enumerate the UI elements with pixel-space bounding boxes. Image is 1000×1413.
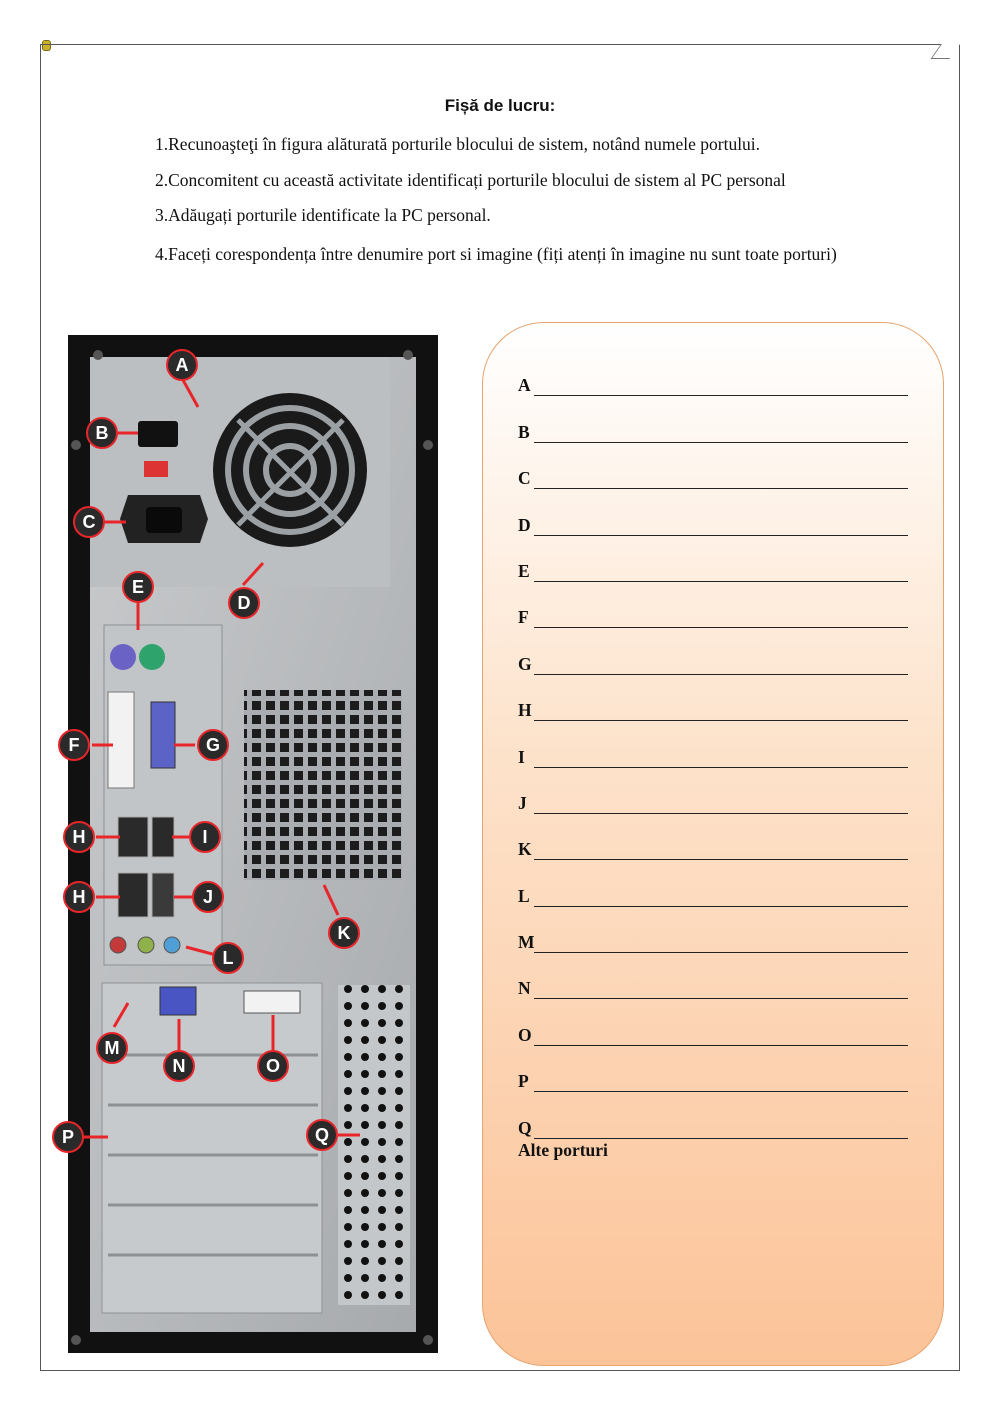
instruction-1: 1.Recunoaşteţi în figura alăturată porturile blocului de sistem, notând numele portului.	[155, 134, 761, 154]
answer-row	[518, 907, 908, 953]
row-letter: B	[518, 421, 530, 442]
callout-label: M	[104, 1038, 120, 1058]
row-letter: O	[518, 1024, 532, 1045]
answer-row	[518, 768, 908, 814]
voltage-selector	[144, 461, 168, 477]
ethernet-port	[152, 873, 174, 917]
callout-label: E	[131, 577, 145, 597]
row-letter: L	[518, 885, 530, 906]
page-title: Fișă de lucru:	[444, 96, 556, 115]
instruction-4: 4.Faceți corespondența între denumire port si imagine (fiți atenți în imagine nu sunt toate porturi)	[155, 244, 837, 264]
answer-line[interactable]	[534, 747, 908, 768]
row-letter: A	[518, 375, 531, 396]
answer-row	[518, 396, 908, 442]
answer-line[interactable]	[534, 978, 908, 999]
row-letter: C	[518, 468, 531, 489]
row-letter: D	[518, 514, 531, 535]
other-ports-label: Alte porturi	[518, 1140, 608, 1160]
answer-rows	[518, 350, 908, 1139]
ventilation-holes	[338, 985, 410, 1305]
mic-jack	[110, 937, 126, 953]
answer-line[interactable]	[534, 561, 908, 582]
callout-label: L	[222, 948, 234, 968]
answer-line[interactable]	[534, 793, 908, 814]
callout-label: G	[205, 735, 221, 755]
answer-line[interactable]	[534, 422, 908, 443]
ps2-keyboard-port	[110, 644, 136, 670]
row-letter: F	[518, 607, 529, 628]
row-letter: P	[518, 1071, 529, 1092]
callout-label: A	[175, 355, 189, 375]
callout-label: O	[265, 1056, 281, 1076]
callout-label: K	[337, 923, 351, 943]
callout-label: H	[72, 827, 86, 847]
answer-row	[518, 536, 908, 582]
row-letter: I	[518, 746, 525, 767]
row-letter: J	[518, 792, 527, 813]
instruction-2: 2.Concomitent cu această activitate identificați porturile blocului de sistem al PC personal	[155, 170, 786, 190]
page-fold-icon	[930, 44, 960, 59]
usb-ports-2	[118, 873, 148, 917]
row-letter: M	[518, 932, 535, 953]
callout-label: D	[237, 593, 251, 613]
row-letter: Q	[518, 1117, 532, 1138]
ps2-mouse-port	[139, 644, 165, 670]
callout-label: C	[82, 512, 96, 532]
answer-row	[518, 721, 908, 767]
callout-label: F	[68, 735, 80, 755]
answer-row	[518, 582, 908, 628]
answer-row	[518, 675, 908, 721]
vga-port	[151, 702, 175, 768]
callout-label: Q	[314, 1125, 330, 1145]
row-letter: K	[518, 839, 532, 860]
pc-rear-panel-diagram	[61, 335, 438, 1353]
expansion-slots	[102, 983, 322, 1313]
answer-row	[518, 999, 908, 1045]
answer-line[interactable]	[534, 700, 908, 721]
answer-line[interactable]	[534, 515, 908, 536]
answer-line[interactable]	[534, 839, 908, 860]
answer-line[interactable]	[534, 607, 908, 628]
answer-row	[518, 1046, 908, 1092]
answer-row	[518, 443, 908, 489]
answer-line[interactable]	[534, 375, 908, 396]
answer-line[interactable]	[534, 886, 908, 907]
callout-label: I	[202, 827, 208, 847]
answer-line[interactable]	[534, 1071, 908, 1092]
audio-out-jack	[138, 937, 154, 953]
row-letter: G	[518, 653, 532, 674]
callout-label: B	[95, 423, 109, 443]
answer-row	[518, 489, 908, 535]
answer-row	[518, 814, 908, 860]
instruction-3: 3.Adăugați porturile identificate la PC personal.	[155, 205, 491, 225]
answer-row	[518, 953, 908, 999]
answer-line[interactable]	[534, 1118, 908, 1139]
answer-row	[518, 350, 908, 396]
answer-line[interactable]	[534, 654, 908, 675]
row-letter: E	[518, 560, 530, 581]
answer-line[interactable]	[534, 468, 908, 489]
callout-label: H	[72, 887, 86, 907]
graphics-dvi-port	[244, 991, 300, 1013]
answer-line[interactable]	[534, 932, 908, 953]
dvi-port	[108, 692, 134, 788]
firewire-port	[152, 817, 174, 857]
row-letter: N	[518, 978, 531, 999]
answer-line[interactable]	[534, 1025, 908, 1046]
answer-row	[518, 628, 908, 674]
case-fan-grill	[244, 690, 402, 880]
power-socket-inner	[146, 507, 182, 533]
answer-row	[518, 860, 908, 906]
usb-ports-1	[118, 817, 148, 857]
power-switch	[138, 421, 178, 447]
graphics-vga-port	[160, 987, 196, 1015]
line-in-jack	[164, 937, 180, 953]
callout-label: N	[172, 1056, 186, 1076]
callout-label: J	[202, 887, 214, 907]
row-letter: H	[518, 700, 532, 721]
callout-label: P	[61, 1127, 75, 1147]
answer-row	[518, 1092, 908, 1138]
